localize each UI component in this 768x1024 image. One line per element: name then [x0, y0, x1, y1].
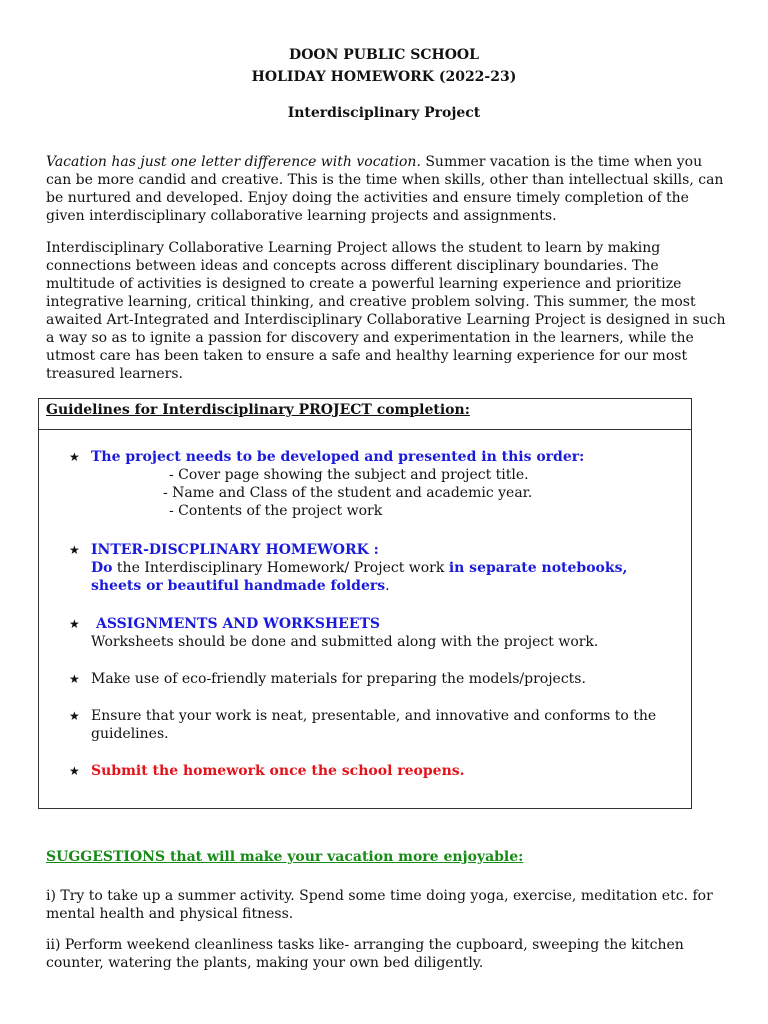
star-icon: ★	[69, 764, 80, 778]
intro-paragraph	[46, 153, 726, 225]
suggestion-item: ii) Perform weekend cleanliness tasks like- arranging the cupboard, sweeping the kitchen counter, watering the plants, making your own bed diligently.	[46, 937, 684, 971]
inter-end: .	[385, 578, 390, 594]
star-icon: ★	[69, 672, 80, 686]
school-name: DOON PUBLIC SCHOOL	[289, 47, 479, 63]
star-icon: ★	[69, 450, 80, 464]
guideline-neat	[69, 707, 679, 743]
guideline-eco	[69, 670, 679, 688]
guidelines-box	[38, 398, 692, 809]
inter-do: Do	[91, 560, 113, 576]
inter-mid: the Interdisciplinary Homework/ Project work	[112, 560, 449, 576]
order-item: - Cover page showing the subject and project title.	[169, 467, 529, 483]
order-title: The project needs to be developed and presented in this order:	[91, 449, 585, 465]
inter-blue: in separate notebooks, sheets or beautiful handmade folders	[91, 560, 628, 594]
intro-paragraph-2: Interdisciplinary Collaborative Learning Project allows the student to learn by making connections between ideas and concepts across different disciplinary boundaries. The multitude of activities is designed to create a powerful learning experience and prioritize integrative learning, critical thinking, and creative problem solving. This summer, the most awaited Art-Integrated and Interdisciplinary Collaborative Learning Project is designed in such a way so as to ignite a passion for discovery and experimentation in the learners, while the utmost care has been taken to ensure a safe and healthy learning experience for our most treasured learners.	[46, 240, 726, 382]
intro-italic: Vacation has just one letter difference with vocation.	[46, 154, 421, 170]
guideline-assignments	[69, 615, 679, 651]
neat-text: Ensure that your work is neat, presentable, and innovative and conforms to the guidelines.	[91, 708, 657, 742]
star-icon: ★	[69, 543, 80, 557]
suggestion-item: i) Try to take up a summer activity. Spend some time doing yoga, exercise, meditation etc. for mental health and physical fitness.	[46, 888, 713, 922]
intro-rest: Summer vacation is the time when you can be more candid and creative. This is the time when skills, other than intellectual skills, can be nurtured and developed. Enjoy doing the activities and ensure timely completion of the given interdisciplinary collaborative learning projects and assignments.	[46, 154, 724, 224]
guideline-submit	[69, 762, 679, 780]
star-icon: ★	[69, 709, 80, 723]
homework-title: HOLIDAY HOMEWORK (2022-23)	[251, 69, 517, 85]
project-title: Interdisciplinary Project	[287, 105, 481, 121]
star-icon: ★	[69, 617, 80, 631]
guideline-interdisciplinary	[69, 541, 679, 595]
order-item: - Name and Class of the student and academic year.	[163, 485, 533, 501]
inter-title: INTER-DISCPLINARY HOMEWORK :	[91, 542, 379, 558]
order-item: - Contents of the project work	[169, 503, 383, 519]
guideline-order	[69, 448, 679, 520]
suggestions-heading: SUGGESTIONS that will make your vacation more enjoyable:	[46, 849, 524, 865]
assign-text: Worksheets should be done and submitted along with the project work.	[91, 634, 599, 650]
assign-title: ASSIGNMENTS AND WORKSHEETS	[96, 616, 381, 632]
eco-text: Make use of eco-friendly materials for preparing the models/projects.	[91, 671, 586, 687]
submit-text: Submit the homework once the school reopens.	[91, 763, 465, 779]
guidelines-heading: Guidelines for Interdisciplinary PROJECT completion:	[39, 399, 691, 430]
